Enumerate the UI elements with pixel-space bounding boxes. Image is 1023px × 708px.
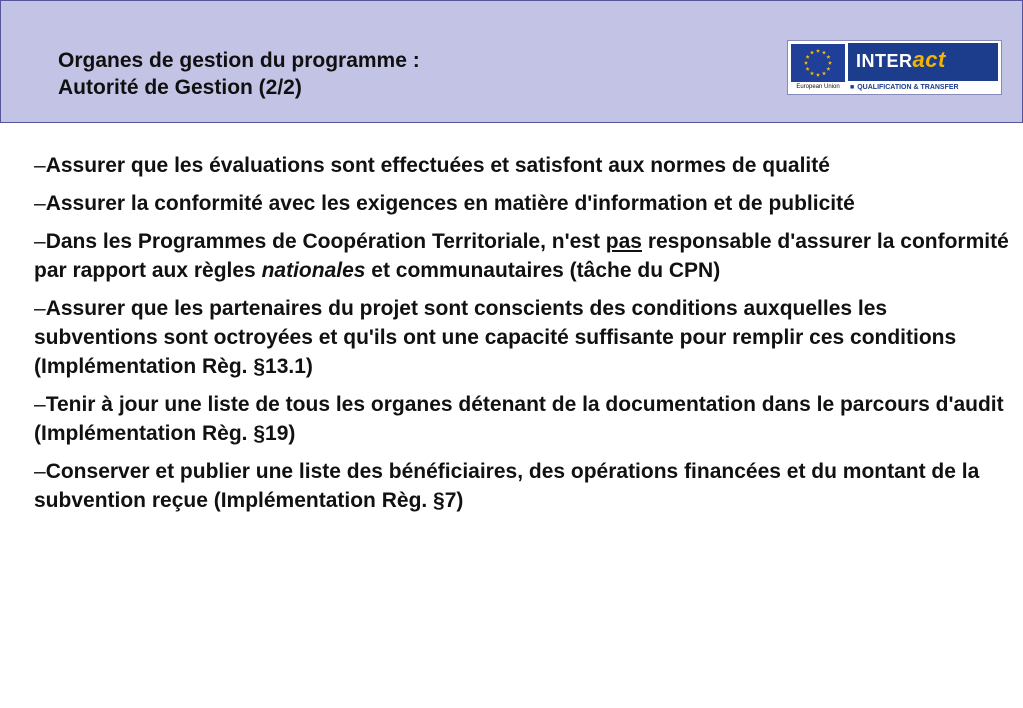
dash-marker: – bbox=[34, 192, 46, 215]
star-icon bbox=[828, 61, 832, 65]
dash-marker: – bbox=[34, 297, 46, 320]
star-icon bbox=[816, 49, 820, 53]
bullet-item bbox=[34, 390, 1009, 448]
underlined-word: pas bbox=[605, 230, 642, 253]
bullet-text: Dans les Programmes de Coopération Territoriale, n'est bbox=[45, 230, 606, 253]
bullet-item bbox=[34, 294, 1009, 381]
star-icon bbox=[822, 71, 826, 75]
bullet-text: Assurer la conformité avec les exigences en matière d'information et de publicité bbox=[45, 192, 855, 215]
bullet-item bbox=[34, 189, 1009, 218]
slide-title-line-1: Organes de gestion du programme : bbox=[58, 49, 420, 72]
bullet-item bbox=[34, 457, 1009, 515]
brand-box bbox=[848, 43, 998, 81]
bullet-text: Assurer que les partenaires du projet sont conscients des conditions auxquelles les subventions sont octroyées et qu'ils ont une capacité suffisante pour remplir ces conditions (Implémentation Règ. §13.1) bbox=[34, 297, 957, 378]
interact-logo bbox=[787, 40, 1002, 95]
dash-marker: – bbox=[34, 230, 46, 253]
star-icon bbox=[816, 73, 820, 77]
star-icon bbox=[806, 55, 810, 59]
bullet-text: et communautaires (tâche du CPN) bbox=[365, 259, 721, 282]
bullet-text: Assurer que les évaluations sont effectuées et satisfont aux normes de qualité bbox=[45, 154, 830, 177]
dash-marker: – bbox=[34, 154, 46, 177]
bullet-item bbox=[34, 151, 1009, 180]
brand-name bbox=[856, 47, 946, 73]
slide-header bbox=[0, 0, 1023, 123]
star-icon bbox=[810, 71, 814, 75]
eu-flag-icon bbox=[791, 44, 845, 82]
star-icon bbox=[822, 50, 826, 54]
star-icon bbox=[826, 67, 830, 71]
dash-marker: – bbox=[34, 460, 46, 483]
star-icon bbox=[810, 50, 814, 54]
bullet-text: responsable d'assurer la conformité par rapport aux règles bbox=[34, 230, 1009, 282]
slide-title bbox=[58, 47, 420, 101]
brand-prefix: INTER bbox=[856, 51, 913, 71]
star-icon bbox=[806, 67, 810, 71]
eu-label: European Union bbox=[796, 84, 840, 90]
square-bullet-icon: ■ bbox=[850, 84, 855, 91]
dash-marker: – bbox=[34, 393, 46, 416]
brand-suffix: act bbox=[912, 47, 946, 72]
bullet-text: Tenir à jour une liste de tous les organes détenant de la documentation dans le parcours d'audit (Implémentation Règ. §19) bbox=[34, 393, 1004, 445]
star-icon bbox=[804, 61, 808, 65]
bullet-item bbox=[34, 227, 1009, 285]
slide-title-line-2: Autorité de Gestion (2/2) bbox=[58, 76, 302, 99]
slide-body bbox=[34, 151, 1009, 524]
italic-word: nationales bbox=[261, 259, 366, 282]
brand-tagline bbox=[850, 83, 959, 92]
star-icon bbox=[826, 55, 830, 59]
brand-tagline-text: QUALIFICATION & TRANSFER bbox=[857, 84, 959, 91]
bullet-text: Conserver et publier une liste des bénéficiaires, des opérations financées et du montant de la subvention reçue (Implémentation Règ. §7) bbox=[34, 460, 980, 512]
